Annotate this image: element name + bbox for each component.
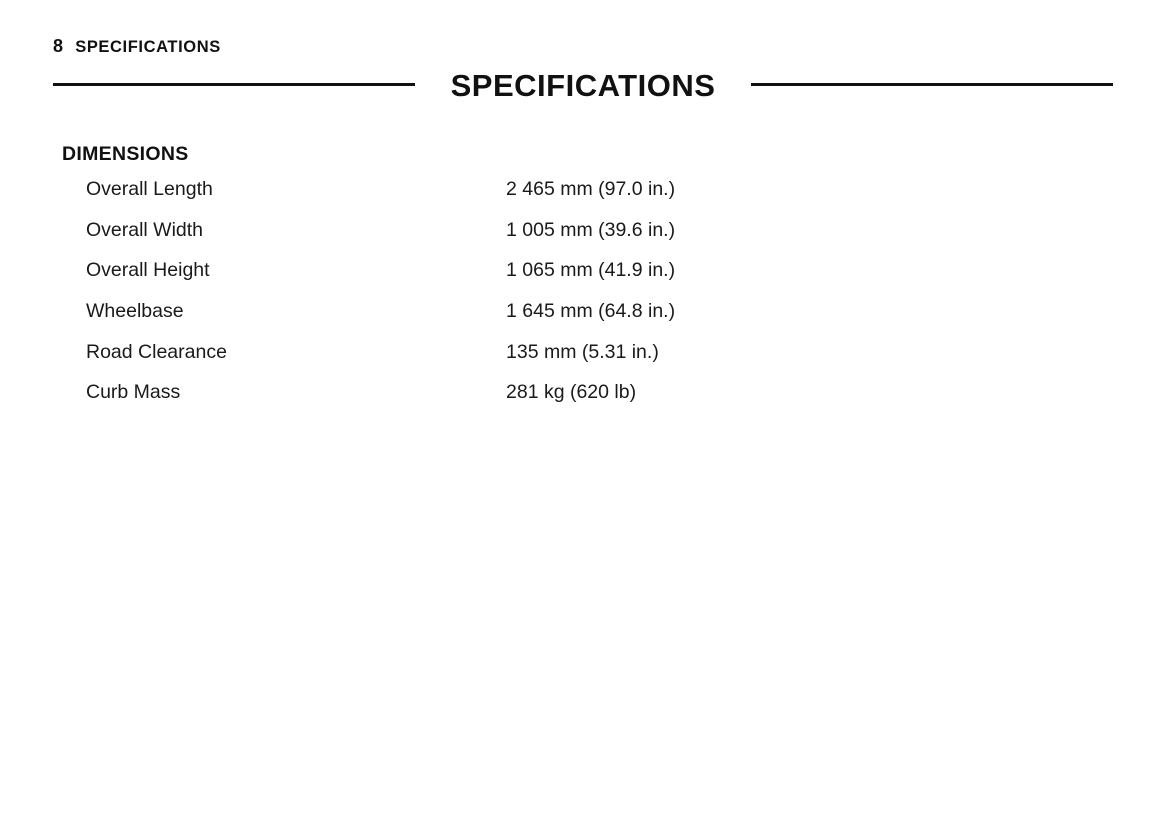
spec-value: 135 mm (5.31 in.) — [506, 340, 659, 363]
table-row — [86, 179, 675, 220]
dimensions-section — [62, 143, 1113, 403]
table-row — [86, 342, 675, 383]
spec-value: 1 005 mm (39.6 in.) — [506, 218, 676, 241]
spec-label: Wheelbase — [86, 299, 184, 322]
table-row — [86, 382, 675, 403]
spec-value: 2 465 mm (97.0 in.) — [506, 178, 676, 200]
spec-label: Overall Height — [86, 259, 210, 282]
spec-label: Curb Mass — [86, 381, 181, 404]
title-rule-left — [53, 83, 415, 86]
table-row — [86, 260, 675, 301]
page-title: SPECIFICATIONS — [450, 67, 716, 103]
title-band — [53, 62, 1113, 106]
section-heading: DIMENSIONS — [62, 143, 189, 165]
specifications-table — [86, 179, 675, 403]
running-chapter-title: SPECIFICATIONS — [75, 38, 221, 56]
spec-label: Overall Length — [86, 178, 213, 200]
spec-value: 281 kg (620 lb) — [506, 381, 637, 404]
title-rule-right — [751, 83, 1113, 86]
table-row — [86, 301, 675, 342]
running-header — [53, 36, 221, 57]
spec-label: Road Clearance — [86, 340, 227, 363]
spec-value: 1 645 mm (64.8 in.) — [506, 299, 676, 322]
page-number: 8 — [53, 36, 64, 56]
spec-value: 1 065 mm (41.9 in.) — [506, 259, 676, 282]
spec-label: Overall Width — [86, 218, 204, 241]
table-row — [86, 220, 675, 261]
